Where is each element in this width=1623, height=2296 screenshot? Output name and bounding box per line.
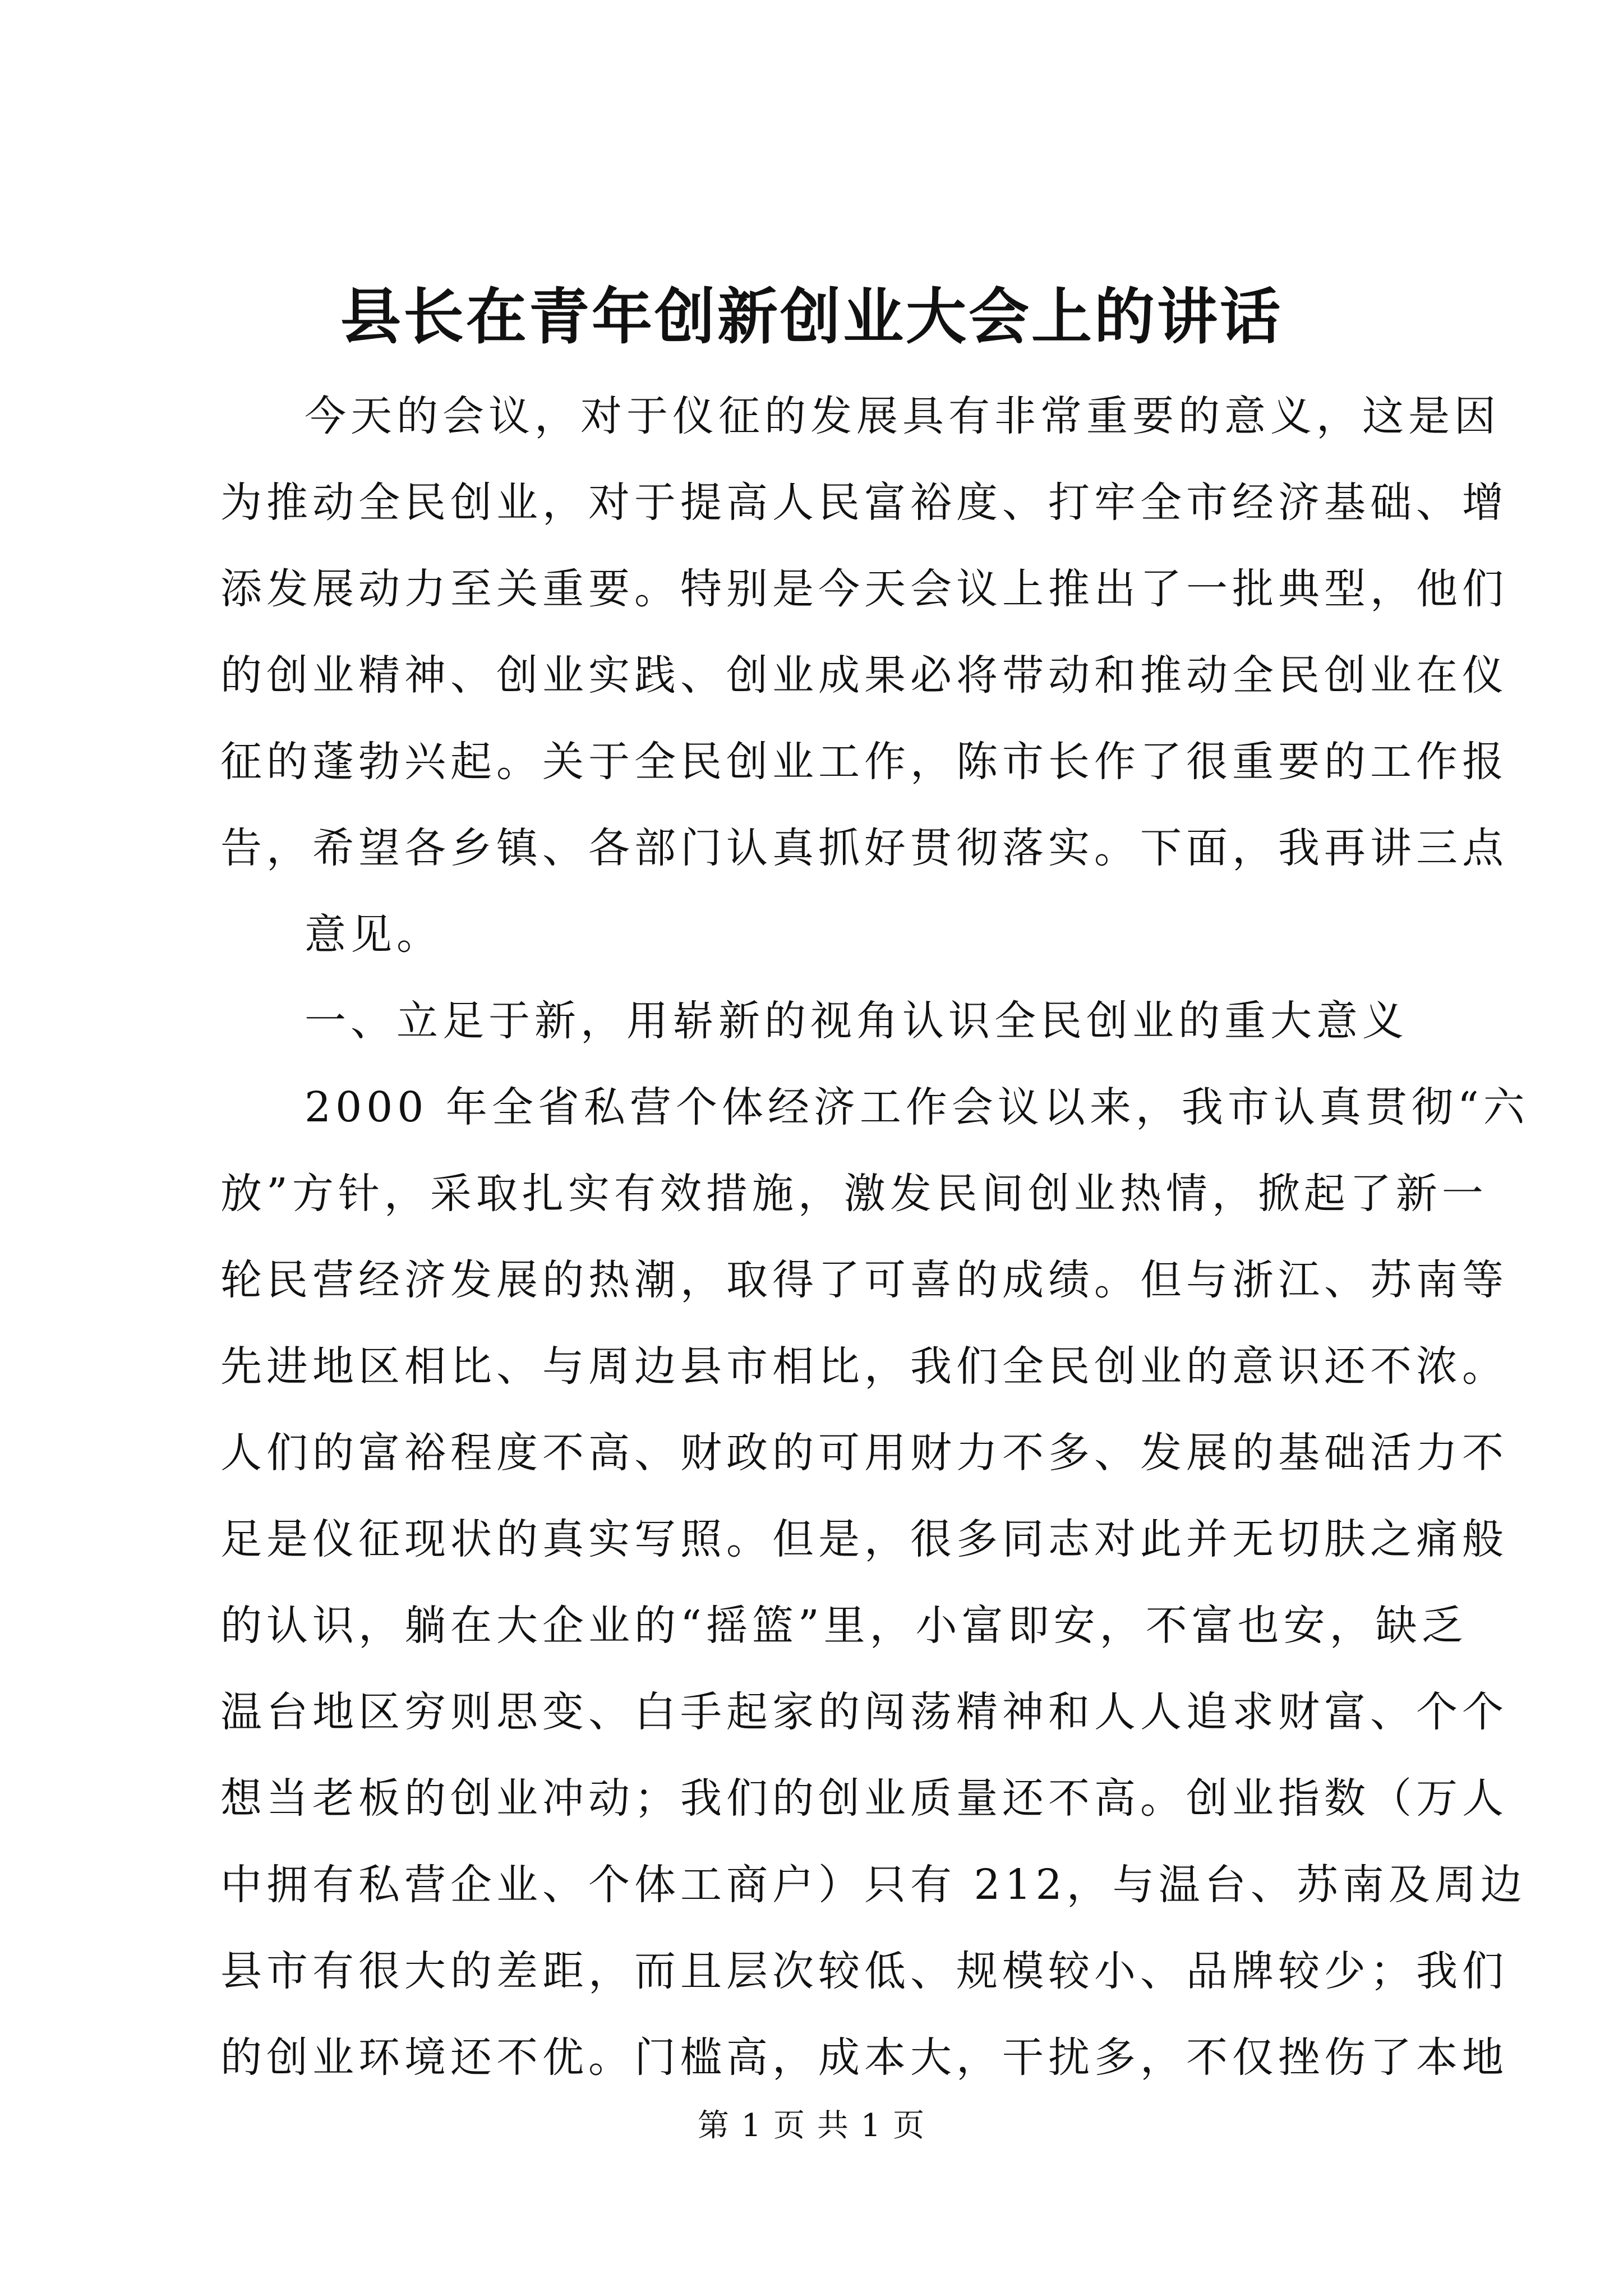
text-line: 的认识，躺在大企业的“摇篮”里，小富即安，不富也安，缺乏 bbox=[220, 1602, 1468, 1650]
text-line: 县市有很大的差距，而且层次较低、规模较小、品牌较少；我们 bbox=[220, 1947, 1508, 1995]
text-line: 告，希望各乡镇、各部门认真抓好贯彻落实。下面，我再讲三点 bbox=[220, 824, 1508, 872]
section-heading: 一、立足于新，用崭新的视角认识全民创业的重大意义 bbox=[305, 997, 1408, 1045]
text-line: 今天的会议，对于仪征的发展具有非常重要的意义，这是因 bbox=[305, 392, 1500, 440]
page-footer: 第 1 页 共 1 页 bbox=[697, 2108, 926, 2144]
text-line: 2000 年全省私营个体经济工作会议以来，我市认真贯彻“六 bbox=[305, 1083, 1529, 1131]
text-line: 意见。 bbox=[305, 910, 442, 959]
text-line: 添发展动力至关重要。特别是今天会议上推出了一批典型，他们 bbox=[220, 565, 1508, 613]
text-line: 征的蓬勃兴起。关于全民创业工作，陈市长作了很重要的工作报 bbox=[220, 738, 1508, 786]
text-line: 人们的富裕程度不高、财政的可用财力不多、发展的基础活力不 bbox=[220, 1429, 1508, 1477]
text-line: 为推动全民创业，对于提高人民富裕度、打牢全市经济基础、增 bbox=[220, 478, 1508, 527]
text-line: 温台地区穷则思变、白手起家的闯荡精神和人人追求财富、个个 bbox=[220, 1688, 1508, 1736]
text-line: 中拥有私营企业、个体工商户）只有 212，与温台、苏南及周边 bbox=[220, 1861, 1527, 1909]
text-line: 轮民营经济发展的热潮，取得了可喜的成绩。但与浙江、苏南等 bbox=[220, 1256, 1508, 1304]
text-line: 先进地区相比、与周边县市相比，我们全民创业的意识还不浓。 bbox=[220, 1342, 1508, 1391]
text-line: 的创业环境还不优。门槛高，成本大，干扰多，不仅挫伤了本地 bbox=[220, 2033, 1508, 2082]
text-line: 的创业精神、创业实践、创业成果必将带动和推动全民创业在仪 bbox=[220, 651, 1508, 700]
text-line: 放”方针，采取扎实有效措施，激发民间创业热情，掀起了新一 bbox=[220, 1170, 1488, 1218]
document-title: 县长在青年创新创业大会上的讲话 bbox=[340, 282, 1283, 352]
text-line: 足是仪征现状的真实写照。但是，很多同志对此并无切肤之痛般 bbox=[220, 1515, 1508, 1563]
text-line: 想当老板的创业冲动；我们的创业质量还不高。创业指数（万人 bbox=[220, 1774, 1508, 1823]
